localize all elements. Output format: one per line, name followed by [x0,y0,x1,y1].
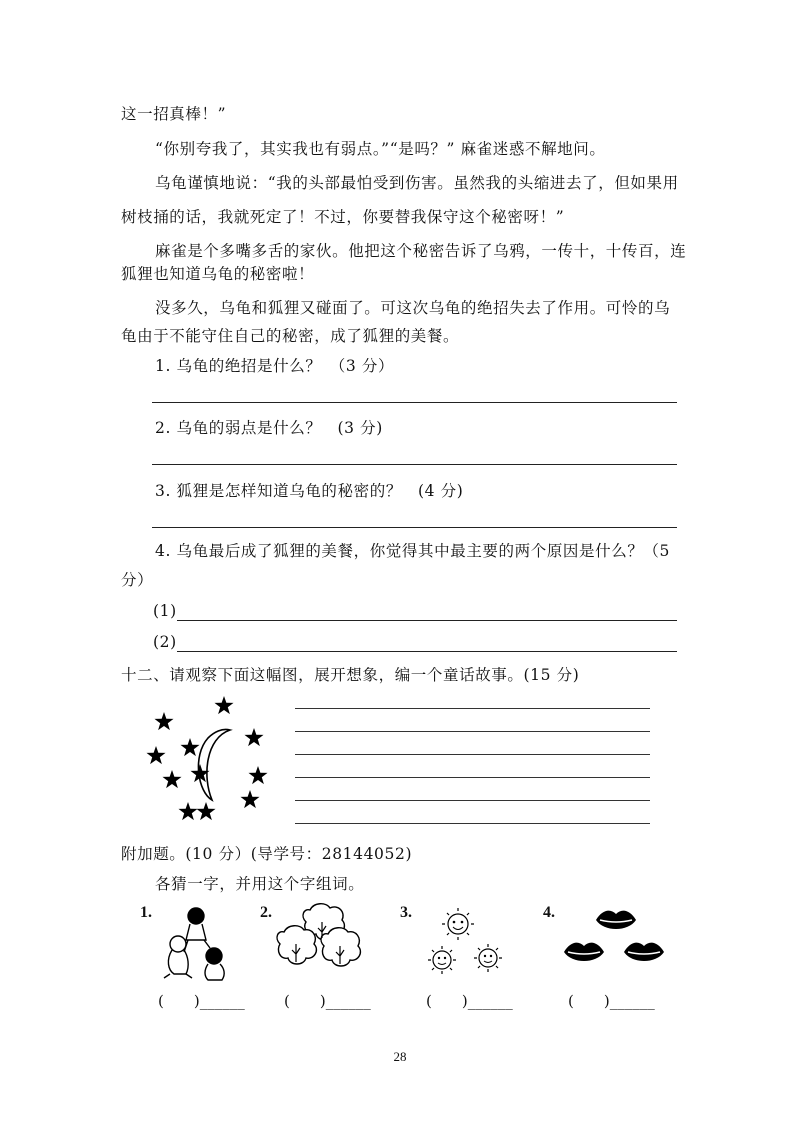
question-1: 1. 乌龟的绝招是什么？ （3 分） [155,357,395,375]
riddle-2-trees-picture [276,902,366,974]
riddle-2-answer[interactable]: ( )______ [284,992,371,1010]
star-icon [162,770,181,788]
answer-line-1[interactable] [152,402,677,403]
star-icon [146,746,165,764]
riddle-3-suns-picture [418,904,518,984]
riddle-4-number: 4. [543,904,555,921]
story-writing-line-2[interactable] [295,731,650,732]
star-icon [214,696,233,714]
star-icon [240,790,259,808]
riddle-3-answer[interactable]: ( )______ [426,992,513,1010]
story-line-3: 乌龟谨慎地说：“我的头部最怕受到伤害。虽然我的头缩进去了，但如果用 [155,174,679,192]
star-icon [196,802,215,820]
question-2: 2. 乌龟的弱点是什么？ (3 分) [155,419,383,437]
story-line-6: 狐狸也知道乌龟的秘密啦！ [121,265,315,283]
sub-answer-line-1[interactable] [177,620,677,621]
section12-heading: 十二、请观察下面这幅图，展开想象，编一个童话故事。(15 分) [121,666,580,684]
riddle-4-lips-picture [560,900,670,980]
crescent-moon-icon [198,729,230,800]
sub-answer-label-1: (1) [153,602,177,620]
riddle-1-answer[interactable]: ( )______ [158,992,245,1010]
story-writing-line-6[interactable] [295,823,650,824]
story-line-1: 这一招真棒！” [121,105,227,123]
story-line-5: 麻雀是个多嘴多舌的家伙。他把这个秘密告诉了乌鸦，一传十，十传百，连 [155,242,687,260]
page-number: 28 [393,1049,407,1064]
story-line-4: 树枝捅的话，我就死定了！不过，你要替我保守这个秘密呀！” [121,208,565,226]
question-4-cont: 分） [121,571,154,589]
riddle-1-people-picture [156,904,236,984]
answer-line-2[interactable] [152,464,677,465]
star-icon [244,728,263,746]
sub-answer-label-2: (2) [153,633,177,651]
question-4: 4. 乌龟最后成了狐狸的美餐，你觉得其中最主要的两个原因是什么？（5 [155,542,670,560]
answer-line-3[interactable] [152,527,677,528]
star-icon [178,802,197,820]
question-3: 3. 狐狸是怎样知道乌龟的秘密的？ (4 分) [155,482,464,500]
riddle-4-answer[interactable]: ( )______ [568,992,655,1010]
riddle-3-number: 3. [400,904,412,921]
story-writing-line-4[interactable] [295,777,650,778]
bonus-heading: 附加题。(10 分）(导学号：28144052) [121,845,413,863]
story-line-7: 没多久，乌龟和狐狸又碰面了。可这次乌龟的绝招失去了作用。可怜的乌 [155,299,671,317]
star-icon [180,738,199,756]
story-writing-line-3[interactable] [295,754,650,755]
story-line-8: 龟由于不能守住自己的秘密，成了狐狸的美餐。 [121,327,460,345]
story-writing-line-1[interactable] [295,708,650,709]
riddle-2-number: 2. [260,904,272,921]
bonus-instruction: 各猜一字，并用这个字组词。 [155,875,365,893]
star-icon [248,766,267,784]
star-icon [154,712,173,730]
story-writing-line-5[interactable] [295,800,650,801]
sub-answer-line-2[interactable] [177,651,677,652]
story-line-2: “你别夸我了，其实我也有弱点。”“是吗？” 麻雀迷惑不解地问。 [155,140,606,158]
moon-stars-picture [138,690,278,830]
riddle-1-number: 1. [140,904,152,921]
